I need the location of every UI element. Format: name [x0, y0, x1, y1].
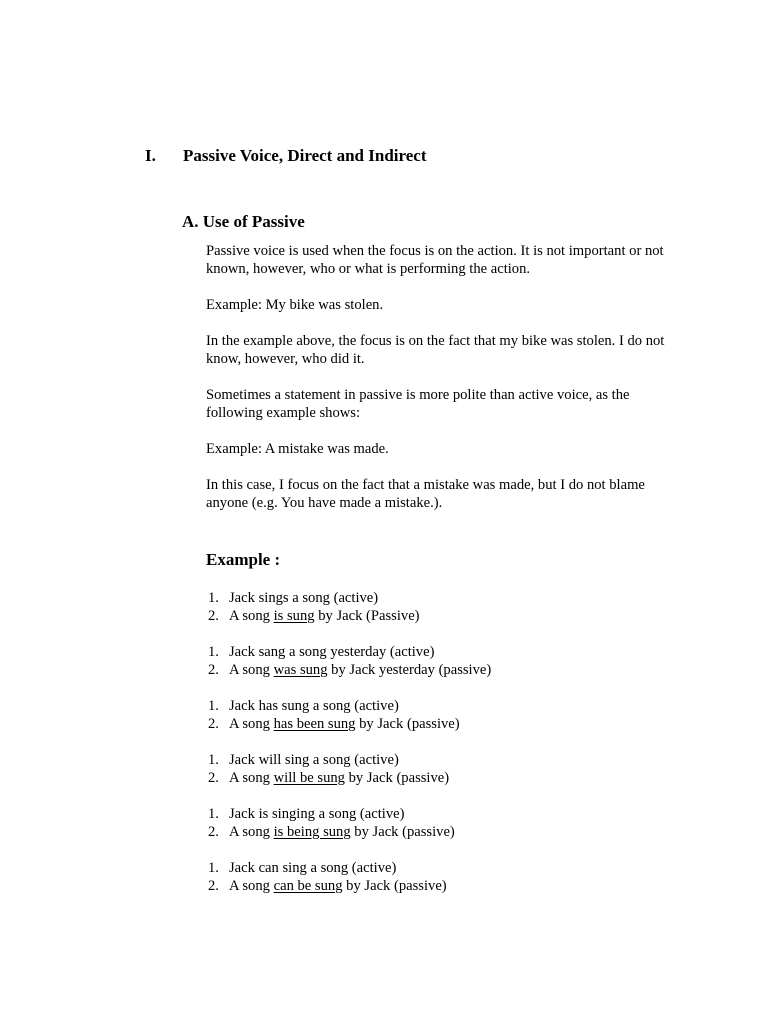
passive-prefix: A song: [229, 878, 274, 894]
passive-verb: is being sung: [273, 824, 351, 840]
active-sentence: [208, 805, 491, 823]
paragraph: Example: A mistake was made.: [206, 441, 389, 457]
list-marker: 1.: [208, 644, 219, 660]
body-text: [206, 242, 666, 530]
active-sentence: [208, 751, 491, 769]
list-marker: 2.: [208, 824, 219, 840]
example-pair: [208, 589, 491, 625]
active-text: Jack can sing a song (active): [229, 860, 397, 876]
passive-prefix: A song: [229, 608, 274, 624]
example-pair: [208, 751, 491, 787]
active-text: Jack sang a song yesterday (active): [229, 644, 435, 660]
passive-sentence: [208, 661, 491, 679]
active-sentence: [208, 697, 491, 715]
list-marker: 2.: [208, 608, 219, 624]
passive-suffix: by Jack (Passive): [314, 608, 420, 624]
passive-verb: is sung: [273, 608, 315, 624]
active-sentence: [208, 643, 491, 661]
example-list: [208, 589, 491, 913]
passive-sentence: [208, 877, 491, 895]
passive-verb: has been sung: [273, 716, 356, 732]
passive-suffix: by Jack (passive): [344, 770, 450, 786]
list-marker: 2.: [208, 716, 219, 732]
passive-sentence: [208, 607, 491, 625]
section-title: Passive Voice, Direct and Indirect: [183, 146, 427, 165]
passive-verb: was sung: [273, 662, 328, 678]
example-heading: Example :: [206, 550, 281, 569]
passive-sentence: [208, 823, 491, 841]
example-pair: [208, 859, 491, 895]
active-text: Jack has sung a song (active): [229, 698, 399, 714]
active-text: Jack is singing a song (active): [229, 806, 405, 822]
example-pair: [208, 643, 491, 679]
passive-suffix: by Jack (passive): [342, 878, 447, 894]
example-pair: [208, 697, 491, 733]
paragraph: Sometimes a statement in passive is more polite than active voice, as the following example shows:: [206, 387, 630, 421]
paragraph: Example: My bike was stolen.: [206, 297, 384, 313]
active-text: Jack sings a song (active): [229, 590, 379, 606]
list-marker: 1.: [208, 860, 219, 876]
list-marker: 2.: [208, 878, 219, 894]
section-heading: [145, 145, 427, 167]
paragraph: In this case, I focus on the fact that a mistake was made, but I do not blame anyone (e.g. You have made a mistake.).: [206, 477, 645, 511]
paragraph: In the example above, the focus is on the fact that my bike was stolen. I do not know, however, who did it.: [206, 333, 665, 367]
list-marker: 1.: [208, 698, 219, 714]
example-pair: [208, 805, 491, 841]
passive-sentence: [208, 769, 491, 787]
passive-prefix: A song: [229, 824, 274, 840]
list-marker: 1.: [208, 806, 219, 822]
passive-suffix: by Jack (passive): [355, 716, 460, 732]
passive-prefix: A song: [229, 662, 274, 678]
list-marker: 2.: [208, 770, 219, 786]
list-marker: 1.: [208, 752, 219, 768]
list-marker: 1.: [208, 590, 219, 606]
passive-prefix: A song: [229, 716, 274, 732]
active-text: Jack will sing a song (active): [229, 752, 399, 768]
passive-verb: can be sung: [273, 878, 343, 894]
passive-sentence: [208, 715, 491, 733]
passive-prefix: A song: [229, 770, 274, 786]
passive-suffix: by Jack yesterday (passive): [327, 662, 492, 678]
subsection-heading: A. Use of Passive: [182, 212, 305, 231]
passive-verb: will be sung: [273, 770, 345, 786]
passive-suffix: by Jack (passive): [350, 824, 455, 840]
paragraph: Passive voice is used when the focus is on the action. It is not important or not known, however, who or what is performing the action.: [206, 243, 664, 277]
section-number: I.: [145, 146, 156, 165]
active-sentence: [208, 589, 491, 607]
list-marker: 2.: [208, 662, 219, 678]
active-sentence: [208, 859, 491, 877]
